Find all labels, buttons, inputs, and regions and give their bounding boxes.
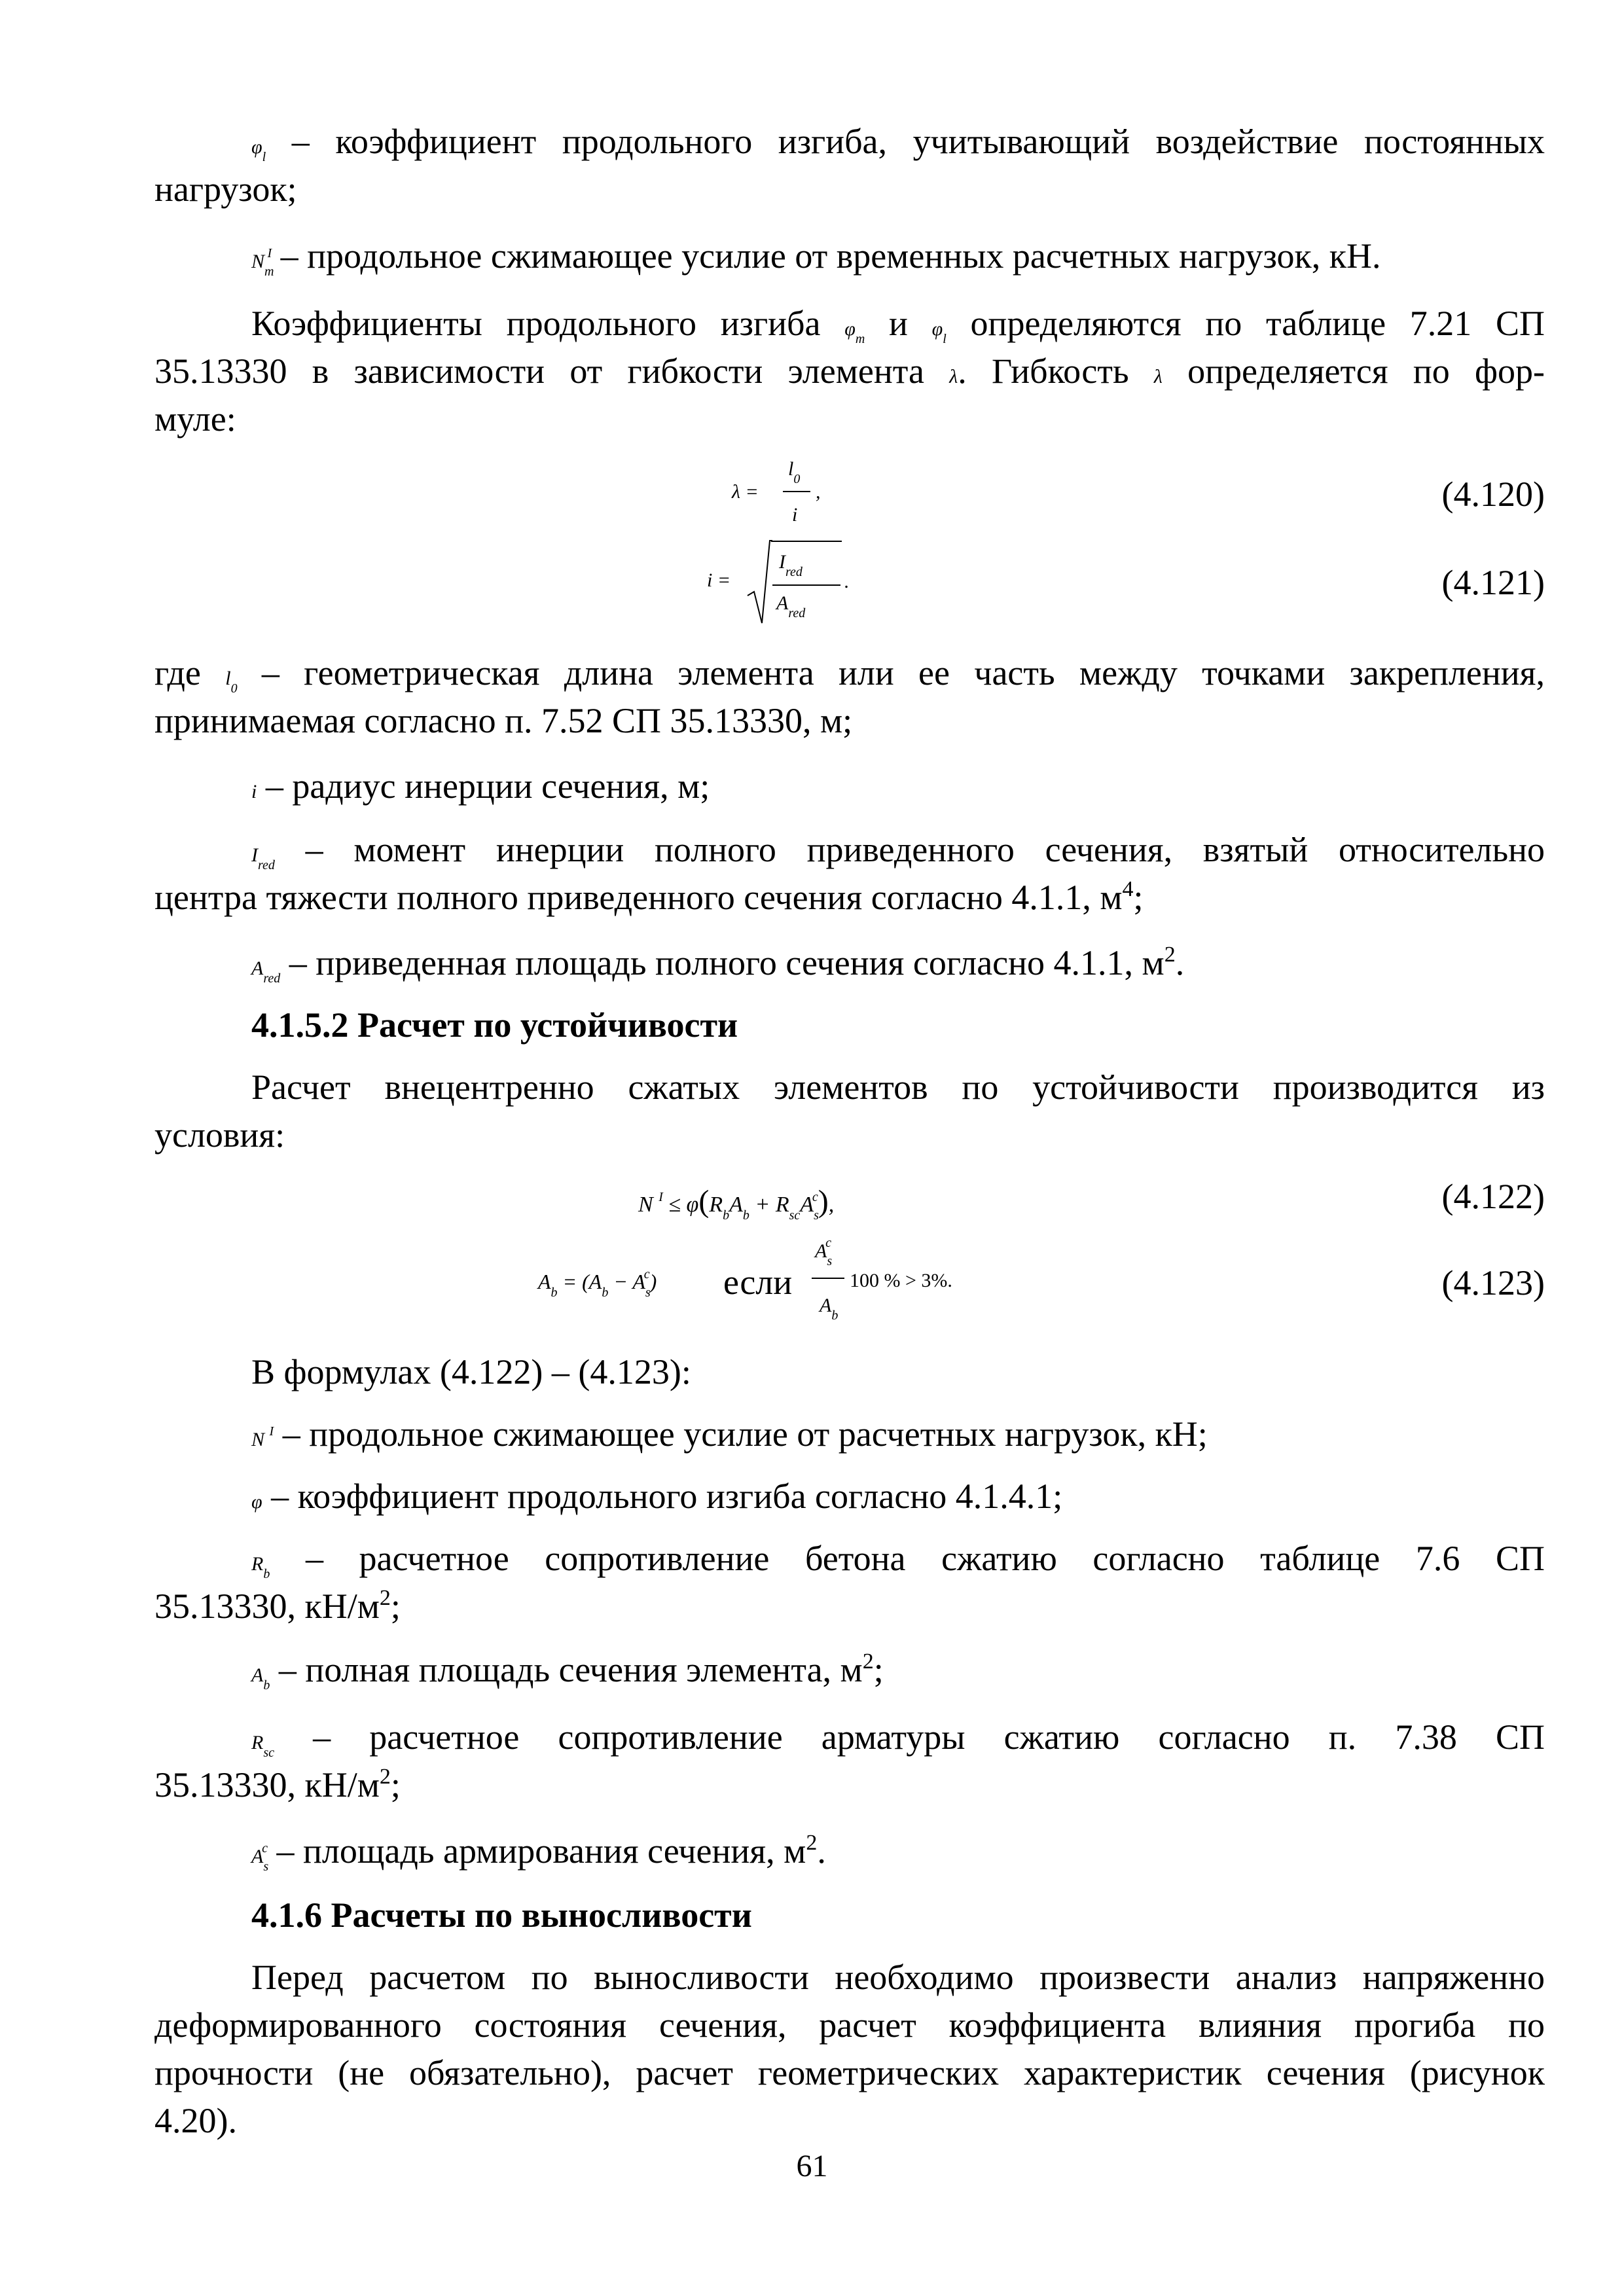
symbol-phi: φ bbox=[251, 1491, 262, 1513]
symbol-phi-m: $\varphi_m$ bbox=[844, 318, 865, 346]
eq121-num: $I_{red}$ bbox=[779, 551, 803, 579]
para-where-l0-cont: принимаемая согласно п. 7.52 СП 35.13330, м; bbox=[154, 701, 853, 740]
symbol-rsc: $R_{sc}$ bbox=[251, 1732, 274, 1760]
fraction-bar-2 bbox=[772, 584, 840, 586]
eq123-if: если bbox=[723, 1263, 793, 1302]
symbol-ab: $A_b$ bbox=[251, 1664, 270, 1693]
section-heading-endurance: 4.1.6 Расчеты по выносливости bbox=[251, 1895, 752, 1935]
para-stability: Расчет внецентренно сжатых элементов по устойчивости производится из bbox=[251, 1067, 1545, 1107]
para-stability-cont: условия: bbox=[154, 1115, 285, 1155]
page-number: 61 bbox=[796, 2149, 828, 2183]
eq123-frac-den: $A_b$ bbox=[820, 1295, 839, 1323]
sqrt-overline bbox=[771, 541, 842, 542]
para-radius: i – радиус инерции сечения, м; bbox=[251, 766, 710, 806]
eq123-frac-num: $A_s^c$ bbox=[815, 1236, 833, 1268]
def-phi: φ – коэффициент продольного изгиба согласно 4.1.4.1; bbox=[251, 1477, 1063, 1516]
equation-number-4-122: (4.122) bbox=[1441, 1177, 1545, 1216]
para-where-l0: где $l_0$ – геометрическая длина элемента или ее часть между точками закрепления, bbox=[154, 653, 1545, 696]
eq123-lhs: $A_b = (A_b - A_s^c)$ bbox=[538, 1267, 657, 1300]
fraction-bar-3 bbox=[812, 1278, 844, 1279]
def-ab: $A_b$ – полная площадь сечения элемента, $м^2$; bbox=[251, 1649, 884, 1693]
def-rb-cont: 35.13330, $кН/м^2$; bbox=[154, 1586, 401, 1626]
symbol-n-m: $N_m^I$ bbox=[251, 246, 274, 279]
symbol-lambda: λ bbox=[949, 366, 958, 387]
eq122-formula: N $^I \le \varphi(R_bA_b + R_{sc}A_s^c)$, bbox=[638, 1184, 835, 1223]
symbol-lambda-2: λ bbox=[1153, 366, 1163, 387]
sqrt-sign bbox=[746, 538, 772, 630]
para-phi-l: $\varphi_l$ – коэффициент продольного изгиба, учитывающий воздействие постоянных bbox=[251, 122, 1545, 164]
para-endurance-2: деформированного состояния сечения, расчет коэффициента влияния прогиба по bbox=[154, 2005, 1545, 2045]
symbol-n: N $^I$ bbox=[251, 1424, 274, 1450]
equation-number-4-120: (4.120) bbox=[1441, 475, 1545, 514]
para-coefficients-line2: 35.13330 в зависимости от гибкости элемента λ. Гибкость λ определяется по фор- bbox=[154, 351, 1545, 391]
symbol-ared: $A_{red}$ bbox=[251, 958, 281, 986]
para-endurance-4: 4.20). bbox=[154, 2101, 237, 2140]
para-defs-intro: В формулах (4.122) – (4.123): bbox=[251, 1352, 691, 1391]
symbol-l0: $l_0$ bbox=[225, 668, 238, 696]
para-ared: $A_{red}$ – приведенная площадь полного сечения согласно 4.1.1, $м^2$. bbox=[251, 942, 1185, 986]
eq121-den: $A_{red}$ bbox=[776, 592, 806, 620]
symbol-rb: $R_b$ bbox=[251, 1553, 270, 1581]
def-asc: $A_s^c$ – площадь армирования сечения, $м^2$. bbox=[251, 1831, 826, 1874]
section-heading-stability: 4.1.5.2 Расчет по устойчивости bbox=[251, 1005, 738, 1045]
def-rsc-cont: 35.13330, $кН/м^2$; bbox=[154, 1765, 401, 1804]
symbol-ired: $I_{red}$ bbox=[251, 844, 275, 872]
eq123-tail: 100 % > 3%. bbox=[850, 1270, 952, 1291]
symbol-i: i bbox=[251, 781, 257, 802]
para-ired-cont: центра тяжести полного приведенного сечения согласно 4.1.1, $м^4$; bbox=[154, 877, 1144, 917]
para-phi-l-cont: нагрузок; bbox=[154, 170, 297, 209]
def-rsc: $R_{sc}$ – расчетное сопротивление арматуры сжатию согласно п. 7.38 СП bbox=[251, 1717, 1545, 1760]
symbol-asc: $A_s^c$ bbox=[251, 1841, 269, 1874]
def-n: N $^I$ – продольное сжимающее усилие от расчетных нагрузок, кН; bbox=[251, 1414, 1208, 1454]
equation-number-4-123: (4.123) bbox=[1441, 1263, 1545, 1302]
def-rb: $R_b$ – расчетное сопротивление бетона сжатию согласно таблице 7.6 СП bbox=[251, 1539, 1545, 1581]
equation-number-4-121: (4.121) bbox=[1441, 563, 1545, 602]
eq120-num: $l_0$ bbox=[788, 458, 801, 486]
para-endurance-3: прочности (не обязательно), расчет геометрических характеристик сечения (рисунок bbox=[154, 2053, 1545, 2092]
para-coefficients: Коэффициенты продольного изгиба $\varphi_m$ и $\varphi_l$ определяются по таблице 7.21 СП bbox=[251, 304, 1545, 346]
para-n-m: $N_m^I$ – продольное сжимающее усилие от временных расчетных нагрузок, кН. bbox=[251, 236, 1381, 279]
document-page: $\varphi_l$ – коэффициент продольного изгиба, учитывающий воздействие постоянных нагрузок; $N_m^I$ – продольное сжимающее усилие от временных расчетных нагрузок, кН. Коэффициенты продольного изгиба $\varphi_m$ и $\varphi_l$ определяются по таблице 7.21 СП 35.13330 в зависимости от гибкости элемента λ. Гибкость λ определяется по фор- муле: λ = $l_0$ i , (4.120) i = $I_{red}$ $A_{red}$ . (4.121) где $l_0$ – геометрическая длина элемента или ее часть между точками закрепления, принимаемая согласно п. 7.52 СП 35.13330, м; i – радиус инерции сечения, м; $I_{red}$ – момент инерции полного приведенного сечения, взятый относительно центра тяжести полного приведенного сечения согласно 4.1.1, $м^4$; $A_{red}$ – приведенная площадь полного сечения согласно 4.1.1, $м^2$. 4.1.5.2 Расчет по устойчивости Расчет внецентренно сжатых элементов по устойчивости производится из условия: N $^I \le \varphi(R_bA_b + R_{sc}A_s^c)$, (4.122) $A_b = (A_b - A_s^c)$ если $A_s^c$ $A_b$ 100 % > 3%. (4.123) В формулах (4.122) – (4.123): N $^I$ – продольное сжимающее усилие от расчетных нагрузок, кН; φ – коэффициент продольного изгиба согласно 4.1.4.1; $R_b$ – расчетное сопротивление бетона сжатию согласно таблице 7.6 СП 35.13330, $кН/м^2$; $A_b$ – полная площадь сечения элемента, $м^2$; $R_{sc}$ – расчетное сопротивление арматуры сжатию согласно п. 7.38 СП 35.13330, $кН/м^2$; $A_s^c$ – площадь армирования сечения, $м^2$. 4.1.6 Расчеты по выносливости Перед расчетом по выносливости необходимо произвести анализ напряженно деформированного состояния сечения, расчет коэффициента влияния прогиба по прочности (не обязательно), расчет геометрических характеристик сечения (рисунок 4.20). 61 bbox=[0, 0, 1624, 2296]
para-ired: $I_{red}$ – момент инерции полного приведенного сечения, взятый относительно bbox=[251, 830, 1545, 872]
symbol-phi-l: $\varphi_l$ bbox=[251, 136, 266, 164]
para-coefficients-line3: муле: bbox=[154, 399, 236, 439]
fraction-bar bbox=[783, 491, 810, 492]
para-endurance-1: Перед расчетом по выносливости необходимо произвести анализ напряженно bbox=[251, 1958, 1545, 1997]
symbol-phi-l-2: $\varphi_l$ bbox=[931, 318, 947, 346]
